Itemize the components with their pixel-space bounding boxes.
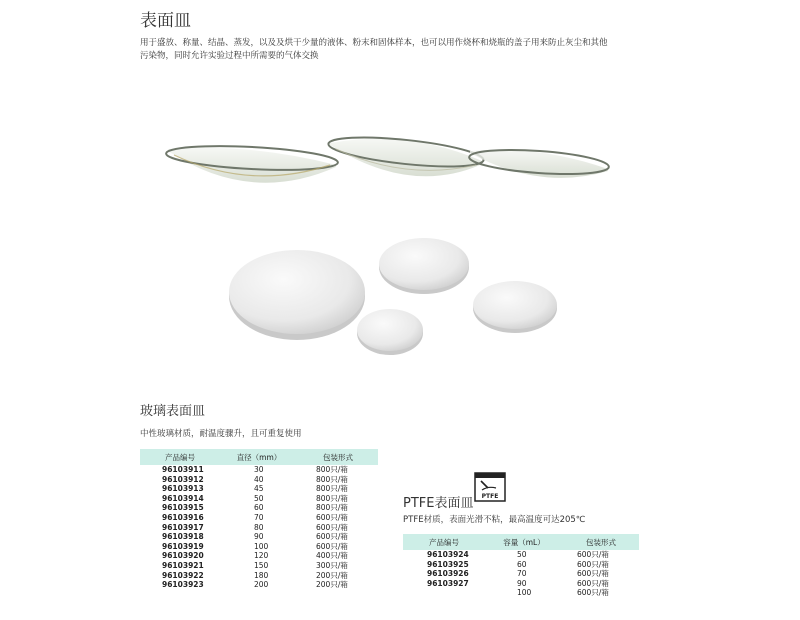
table-row: [403, 579, 639, 589]
product-photo: [140, 95, 620, 365]
diameter: 40: [254, 474, 264, 484]
table-row: [140, 475, 378, 485]
diameter: 60: [254, 503, 264, 513]
packaging: 200只/箱: [316, 570, 348, 580]
glass-watch-glass-left: [166, 143, 339, 183]
column-header: 直径（mm）: [220, 449, 298, 465]
intro-line-1: 用于盛放、称量、结晶、蒸发，以及及烘干少量的液体、粉末和固体样本，也可以用作烧杯和烧瓶的盖子用来防止灰尘和其他: [140, 38, 608, 48]
glass-section-description: 中性玻璃材质，耐温度骤升，且可重复使用: [140, 429, 302, 439]
product-code: 96103912: [162, 474, 204, 484]
ptfe-symbol-icon: [474, 472, 506, 502]
column-header: 产品编号: [403, 534, 485, 550]
table-row: [140, 561, 378, 571]
table-row: [140, 532, 378, 542]
table-row: [140, 484, 378, 494]
diameter: 200: [254, 580, 269, 590]
page-title: 表面皿: [140, 11, 191, 31]
packaging: 800只/箱: [316, 465, 348, 474]
packaging: 600只/箱: [577, 559, 609, 569]
table-row: [140, 580, 378, 590]
packaging: 600只/箱: [577, 569, 609, 579]
table-row: [140, 542, 378, 552]
product-code: 96103911: [162, 465, 204, 474]
ptfe-logo-text: PTFE: [481, 493, 499, 500]
diameter: 80: [254, 522, 264, 532]
diameter: 180: [254, 570, 269, 580]
table-row: [403, 588, 639, 598]
glass-watch-glass-right: [468, 146, 609, 178]
column-header: 包装形式: [563, 534, 639, 550]
packaging: 200只/箱: [316, 580, 348, 590]
packaging: 800只/箱: [316, 493, 348, 503]
table-row: [140, 523, 378, 533]
glass-watch-glass-middle: [327, 132, 485, 176]
capacity: 100: [517, 588, 532, 598]
product-code: 96103915: [162, 503, 204, 513]
product-code: 96103918: [162, 532, 204, 542]
diameter: 70: [254, 512, 264, 522]
glass-section-title: 玻璃表面皿: [140, 404, 206, 419]
diameter: 90: [254, 532, 264, 542]
intro-text: [140, 37, 610, 63]
packaging: 600只/箱: [316, 541, 348, 551]
product-code: 96103913: [162, 484, 204, 494]
diameter: 150: [254, 560, 269, 570]
packaging: 600只/箱: [316, 532, 348, 542]
capacity: 70: [517, 569, 527, 579]
packaging: 400只/箱: [316, 551, 348, 561]
packaging: 600只/箱: [577, 550, 609, 559]
packaging: 800只/箱: [316, 474, 348, 484]
column-header: 容量（mL）: [485, 534, 563, 550]
column-header: 包装形式: [298, 449, 378, 465]
table-row: [140, 494, 378, 504]
table-row: [403, 550, 639, 560]
table-row: [140, 503, 378, 513]
packaging: 300只/箱: [316, 560, 348, 570]
table-row: [140, 465, 378, 475]
table-row: [140, 513, 378, 523]
ptfe-disc-small: [357, 309, 423, 355]
diameter: 100: [254, 541, 269, 551]
product-code: 96103922: [162, 570, 204, 580]
packaging: 600只/箱: [316, 512, 348, 522]
diameter: 45: [254, 484, 264, 494]
table-header-row: [140, 449, 378, 465]
product-code: 96103924: [427, 550, 469, 559]
intro-line-2: 污染物，同时允许实验过程中所需要的气体交换: [140, 51, 319, 61]
diameter: 50: [254, 493, 264, 503]
capacity: 50: [517, 550, 527, 559]
column-header: 产品编号: [140, 449, 220, 465]
product-code: 96103927: [427, 578, 469, 588]
product-code: 96103923: [162, 580, 204, 590]
product-code: 96103919: [162, 541, 204, 551]
table-row: [403, 560, 639, 570]
table-row: [403, 569, 639, 579]
diameter: 120: [254, 551, 269, 561]
glass-spec-table: [140, 449, 378, 590]
diameter: 30: [254, 465, 264, 474]
product-code: 96103920: [162, 551, 204, 561]
ptfe-spec-table: [403, 534, 639, 598]
ptfe-section-title: PTFE表面皿: [403, 496, 474, 511]
packaging: 600只/箱: [316, 522, 348, 532]
ptfe-disc-large: [229, 250, 365, 340]
product-code: 96103916: [162, 512, 204, 522]
product-code: 96103921: [162, 560, 204, 570]
packaging: 600只/箱: [577, 578, 609, 588]
product-code: 96103926: [427, 569, 469, 579]
product-code: 96103925: [427, 559, 469, 569]
packaging: 600只/箱: [577, 588, 609, 598]
ptfe-disc-medium-right: [473, 281, 557, 333]
capacity: 60: [517, 559, 527, 569]
table-row: [140, 571, 378, 581]
packaging: 800只/箱: [316, 484, 348, 494]
packaging: 800只/箱: [316, 503, 348, 513]
table-row: [140, 551, 378, 561]
product-code: 96103917: [162, 522, 204, 532]
ptfe-section-description: PTFE材质，表面光滑不粘，最高温度可达205℃: [403, 515, 586, 525]
ptfe-disc-medium-top: [379, 238, 469, 294]
product-code: 96103914: [162, 493, 204, 503]
product-code: [403, 588, 485, 598]
capacity: 90: [517, 578, 527, 588]
table-header-row: [403, 534, 639, 550]
